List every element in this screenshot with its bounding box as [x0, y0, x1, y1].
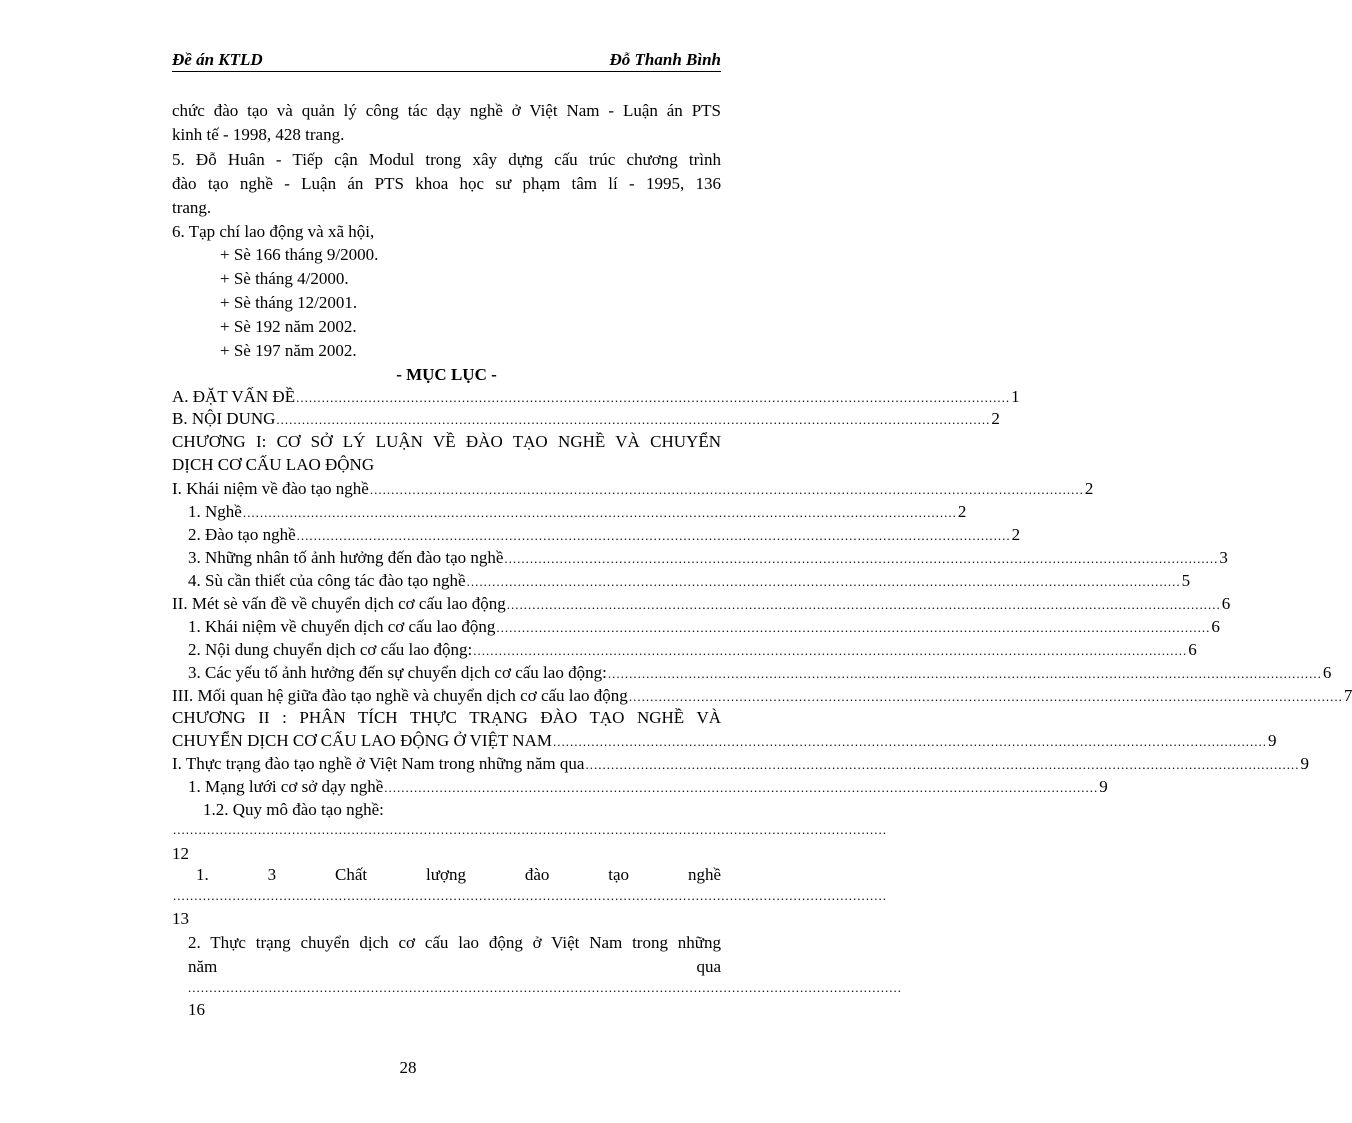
toc-entry: [188, 661, 1332, 685]
toc-entry-text: I. Khái niệm về đào tạo nghề: [172, 479, 369, 498]
toc-entry-page: 2: [1084, 479, 1094, 498]
dot-leader: ........................................................................................................................................................................: [188, 980, 902, 995]
toc-entry-page: 1: [1011, 387, 1020, 406]
header-right: Đỗ Thanh Bình: [609, 50, 721, 69]
ref-line: trang.: [172, 198, 212, 217]
toc-entry-page: 2: [1011, 525, 1021, 544]
issue-item: + Sè tháng 12/2001.: [220, 293, 358, 312]
toc-entry: [172, 407, 1000, 431]
toc-entry: [172, 729, 1277, 753]
toc-entry-text: II. Mét sè vấn đề về chuyển dịch cơ cấu lao động: [172, 594, 506, 613]
dot-leader: ........................................................................................................................................................................: [173, 822, 887, 837]
dot-leader: ........................................................................................................................................................................: [242, 505, 957, 520]
toc-chapter-heading: CHƯƠNG I: CƠ SỞ LÝ LUẬN VỀ ĐÀO TẠO NGHỀ VÀ CHUYỂN: [172, 432, 721, 451]
toc-entry: [188, 523, 1021, 547]
toc-entry-page: 2: [957, 502, 967, 521]
toc-entry: [188, 638, 1197, 662]
toc-entry-page: 12: [172, 844, 189, 863]
ref-line: 5. Đỗ Huân - Tiếp cận Modul trong xây dựng cấu trúc chương trình: [172, 150, 721, 169]
issue-item: + Sè 192 năm 2002.: [220, 317, 357, 336]
toc-entry-text: 2. Nội dung chuyển dịch cơ cấu lao động:: [188, 640, 473, 659]
toc-entry-page: 9: [1099, 777, 1108, 796]
toc-entry-page: 13: [172, 909, 189, 928]
toc-entry-page: 16: [188, 1000, 205, 1019]
toc-entry-text: 2. Đào tạo nghề: [188, 525, 296, 544]
toc-entry-text: III. Mối quan hệ giữa đào tạo nghề và chuyển dịch cơ cấu lao động: [172, 686, 628, 705]
toc-entry-page: 5: [1181, 571, 1191, 590]
toc-entry: [188, 546, 1228, 570]
toc-chapter-heading: DỊCH CƠ CẤU LAO ĐỘNG: [172, 455, 375, 474]
toc-entry-text: 1. Mạng lưới cơ sở dạy nghề: [188, 777, 384, 796]
page-number: 28: [399, 1058, 417, 1077]
toc-entry: [188, 500, 967, 524]
toc-title: - MỤC LỤC -: [396, 365, 497, 384]
toc-entry: [172, 385, 1020, 409]
toc-entry: [172, 684, 1352, 708]
toc-entry-page: 9: [1267, 731, 1277, 750]
ref-line: kinh tế - 1998, 428 trang.: [172, 125, 345, 144]
dot-leader: ........................................................................................................................................................................: [607, 666, 1322, 681]
dot-leader: ........................................................................................................................................................................: [496, 620, 1211, 635]
toc-entry-text: CHUYỂN DỊCH CƠ CẤU LAO ĐỘNG Ở VIỆT NAM: [172, 731, 552, 750]
toc-entry-text: năm qua: [188, 957, 721, 976]
dot-leader: ........................................................................................................................................................................: [628, 689, 1343, 704]
dot-leader: ........................................................................................................................................................................: [369, 482, 1084, 497]
toc-entry-text: B. NỘI DUNG: [172, 409, 276, 428]
header-rule: [172, 71, 721, 72]
issue-item: + Sè 166 tháng 9/2000.: [220, 245, 379, 264]
toc-entry-text: 1. 3 Chất lượng đào tạo nghề: [196, 865, 721, 884]
toc-entry-text: 1. Khái niệm về chuyển dịch cơ cấu lao động: [188, 617, 496, 636]
toc-entry-text: 1. Nghề: [188, 502, 242, 521]
toc-entry-page: 6: [1211, 617, 1220, 636]
toc-entry-page: 3: [1219, 548, 1228, 567]
header-left: Đề án KTLD: [172, 50, 263, 69]
toc-entry-text: 3. Những nhân tố ảnh hưởng đến đào tạo nghề: [188, 548, 504, 567]
dot-leader: ........................................................................................................................................................................: [585, 757, 1300, 772]
toc-entry: [188, 569, 1191, 593]
dot-leader: ........................................................................................................................................................................: [473, 643, 1188, 658]
toc-entry-page: 7: [1343, 686, 1352, 705]
toc-entry-page: 6: [1221, 594, 1231, 613]
dot-leader: ........................................................................................................................................................................: [466, 574, 1181, 589]
dot-leader: ........................................................................................................................................................................: [384, 780, 1099, 795]
toc-entry-text: I. Thực trạng đào tạo nghề ở Việt Nam trong những năm qua: [172, 754, 585, 773]
dot-leader: ........................................................................................................................................................................: [552, 734, 1267, 749]
toc-entry-text: A. ĐẶT VẤN ĐỀ: [172, 387, 296, 406]
toc-entry-page: 9: [1300, 754, 1309, 773]
toc-entry-text: 4. Sù cần thiết của công tác đào tạo nghề: [188, 571, 466, 590]
toc-entry: [188, 775, 1108, 799]
issue-item: + Sè 197 năm 2002.: [220, 341, 357, 360]
ref-line: chức đào tạo và quản lý công tác dạy nghề ở Việt Nam - Luận án PTS: [172, 101, 721, 120]
toc-entry-text: 1.2. Quy mô đào tạo nghề:: [203, 800, 384, 819]
toc-entry-page: 6: [1188, 640, 1197, 659]
ref-line: 6. Tạp chí lao động và xã hội,: [172, 222, 375, 241]
toc-entry-text: 3. Các yếu tố ảnh hưởng đến sự chuyển dịch cơ cấu lao động:: [188, 663, 607, 682]
toc-entry: [172, 592, 1231, 616]
dot-leader: ........................................................................................................................................................................: [276, 412, 991, 427]
page-header: [172, 50, 721, 72]
toc-entry-text: 2. Thực trạng chuyển dịch cơ cấu lao động ở Việt Nam trong những: [188, 933, 721, 952]
toc-entry: [188, 615, 1220, 639]
toc-entry-page: 6: [1322, 663, 1332, 682]
toc-entry: [172, 752, 1309, 776]
dot-leader: ........................................................................................................................................................................: [296, 528, 1011, 543]
dot-leader: ........................................................................................................................................................................: [173, 888, 887, 903]
toc-entry-page: 2: [991, 409, 1000, 428]
dot-leader: ........................................................................................................................................................................: [506, 597, 1221, 612]
issue-item: + Sè tháng 4/2000.: [220, 269, 349, 288]
dot-leader: ........................................................................................................................................................................: [504, 551, 1219, 566]
dot-leader: ........................................................................................................................................................................: [296, 390, 1011, 405]
toc-chapter-heading: CHƯƠNG II : PHÂN TÍCH THỰC TRẠNG ĐÀO TẠO NGHỀ VÀ: [172, 708, 721, 727]
ref-line: đào tạo nghề - Luận án PTS khoa học sư phạm tâm lí - 1995, 136: [172, 174, 721, 193]
toc-entry: [172, 477, 1094, 501]
